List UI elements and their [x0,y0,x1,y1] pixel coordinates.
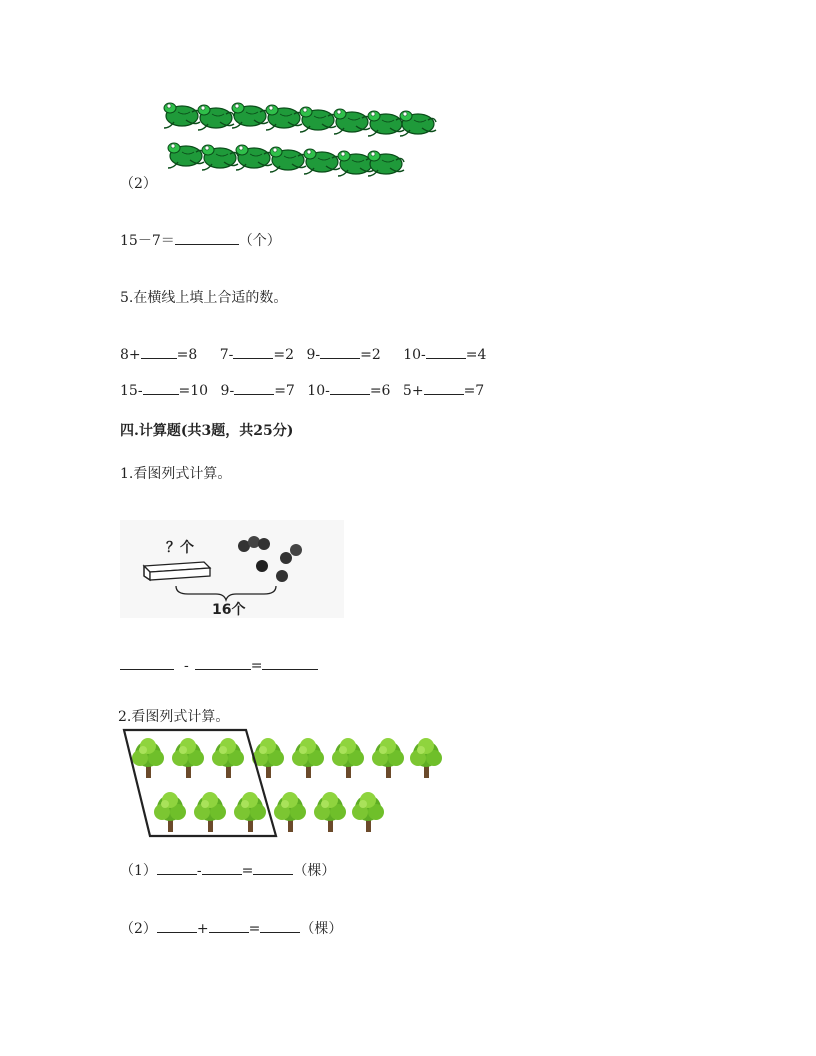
equation-expression: 15－7＝ [120,233,175,249]
answer-blank[interactable] [262,657,318,670]
answer-blank[interactable] [234,382,274,395]
frogs-figure [162,96,438,188]
fill-item: 5+ =7 [402,383,485,399]
answer-blank[interactable] [120,657,174,670]
fill-item: 9- =2 [306,347,381,363]
frog-row-1 [164,103,436,136]
calc-2-title: 2.看图列式计算。 [118,709,230,725]
tree-row-top [132,738,442,778]
answer-blank[interactable] [424,382,464,395]
answer-blank[interactable] [209,920,249,933]
equation-unit: （个） [238,233,281,249]
box-shape [144,562,210,580]
trees-figure [120,726,446,842]
frog-row-2 [168,143,404,176]
question-5-title: 5.在横线上填上合适的数。 [120,290,288,306]
answer-blank[interactable] [330,382,370,395]
fill-item: 8+ =8 [120,347,198,363]
frogs-illustration [162,96,438,188]
minus-sign: - [184,658,189,674]
total-count-label: 16个 [212,602,246,618]
answer-blank[interactable] [202,862,242,875]
trees-illustration [120,726,446,842]
answer-blank[interactable] [157,862,197,875]
calc-1-title: 1.看图列式计算。 [120,466,232,482]
answer-blank[interactable] [320,346,360,359]
answer-blank[interactable] [175,232,239,245]
total-brace [176,586,276,600]
equals-sign: = [250,658,263,674]
fill-row-2 [120,382,484,400]
fill-item: 15- =10 [120,383,209,399]
question-count-label: ？个 [166,540,194,556]
answer-blank[interactable] [426,346,466,359]
answer-blank[interactable] [253,862,293,875]
calc-1-answer [120,657,318,675]
balls-group [238,536,302,582]
answer-blank[interactable] [233,346,273,359]
fill-item: 10- =6 [307,383,391,399]
answer-blank[interactable] [141,346,177,359]
calc-2-answer-2: （2） + = （棵） [120,921,343,937]
answer-blank[interactable] [157,920,197,933]
section-4-title: 四.计算题(共3题，共25分) [120,423,294,439]
fill-item: 10- =4 [403,347,487,363]
box-and-balls-illustration [120,520,344,618]
answer-blank[interactable] [195,657,251,670]
frogs-equation [120,232,281,250]
answer-blank[interactable] [143,382,179,395]
calc-1-figure [120,520,344,618]
fill-item: 7- =2 [219,347,295,363]
calc-2-answer-1: （1） - = （棵） [120,863,336,879]
part2-label: （2） [120,176,157,192]
answer-blank[interactable] [260,920,300,933]
fill-row-1 [120,346,486,364]
fill-item: 9- =7 [220,383,295,399]
